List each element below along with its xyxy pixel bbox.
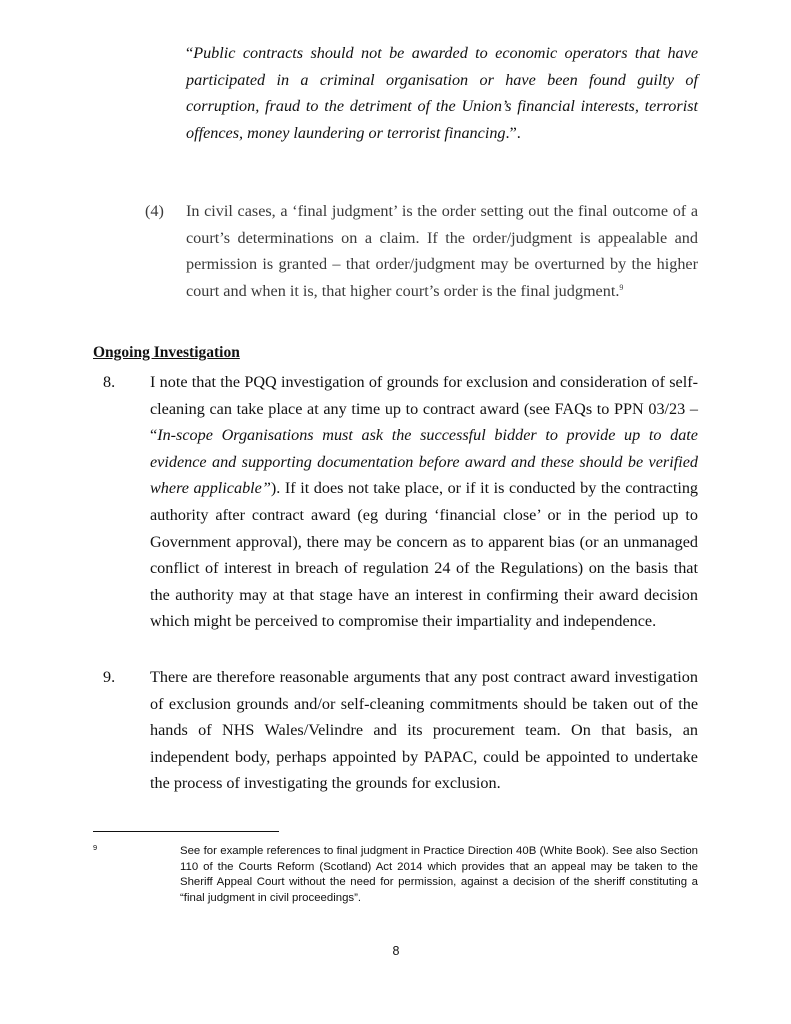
paragraph-quote-italic: In-scope Organisations must ask the successful bidder to provide up to date evidence and supporting documentation before award and these should be verified where applicable” [150, 426, 698, 498]
paragraph-body: There are therefore reasonable arguments that any post contract award investigation of exclusion grounds and/or self-cleaning commitments should be taken out of the hands of NHS Wales/Velindre and its procurement team. On that basis, an independent body, perhaps appointed by PAPAC, could be appointed to undertake the process of investigating the grounds for exclusion. [150, 668, 698, 793]
footnote-mark: 9 [93, 843, 98, 852]
block-quote [186, 40, 698, 146]
paragraph-number: 8. [103, 373, 116, 391]
footnote-text: See for example references to final judgment in Practice Direction 40B (White Book). See also Section 110 of the Courts Reform (Scotland) Act 2014 which provides that an appeal may be taken to the Sheriff Appeal Court without the need for permission, against a decision of the sheriff constituting a “final judgment in civil proceedings”. [180, 845, 698, 904]
sub-paragraph-4 [145, 198, 698, 304]
paragraph-8 [103, 369, 698, 635]
sub-paragraph-number: (4) [145, 202, 164, 220]
footnote-separator [93, 831, 279, 832]
paragraph-text-before-quote: I note that the PQQ investigation of grounds for exclusion and consideration of self-cleaning can take place at any time up to contract award (see FAQs to PPN 03/23 – “ [150, 373, 698, 445]
section-heading: Ongoing Investigation [93, 344, 240, 361]
quote-close: .”. [505, 123, 521, 142]
paragraph-text-after-quote: ). If it does not take place, or if it is conducted by the contracting authority after contract award (eg during ‘financial close’ or in the period up to Government approval), there may be concern as to apparent bias (or an unmanaged conflict of interest in breach of regulation 24 of the Regulations) on the basis that the authority may at that stage have an interest in confirming their award decision which might be perceived to compromise their impartiality and independence. [150, 479, 699, 631]
footnote-9 [93, 844, 698, 906]
paragraph-body [150, 369, 698, 635]
quote-open-mark: “ [186, 44, 194, 62]
paragraph-number: 9. [103, 668, 116, 686]
quote-text: Public contracts should not be awarded to economic operators that have participated in a criminal organisation or have been found guilty of corruption, fraud to the detriment of the Union’s financial interests, terrorist offences, money laundering or terrorist financing [186, 44, 698, 142]
paragraph-9 [103, 664, 698, 797]
page-number: 8 [392, 944, 400, 958]
footnote-reference[interactable]: 9 [619, 282, 624, 292]
sub-paragraph-body [186, 198, 698, 304]
sub-paragraph-text: In civil cases, a ‘final judgment’ is the order setting out the final outcome of a court’s determinations on a claim. If the order/judgment is appealable and permission is granted – that order/judgment may be overturned by the higher court and when it is, that higher court’s order is the final judgment. [186, 202, 698, 300]
